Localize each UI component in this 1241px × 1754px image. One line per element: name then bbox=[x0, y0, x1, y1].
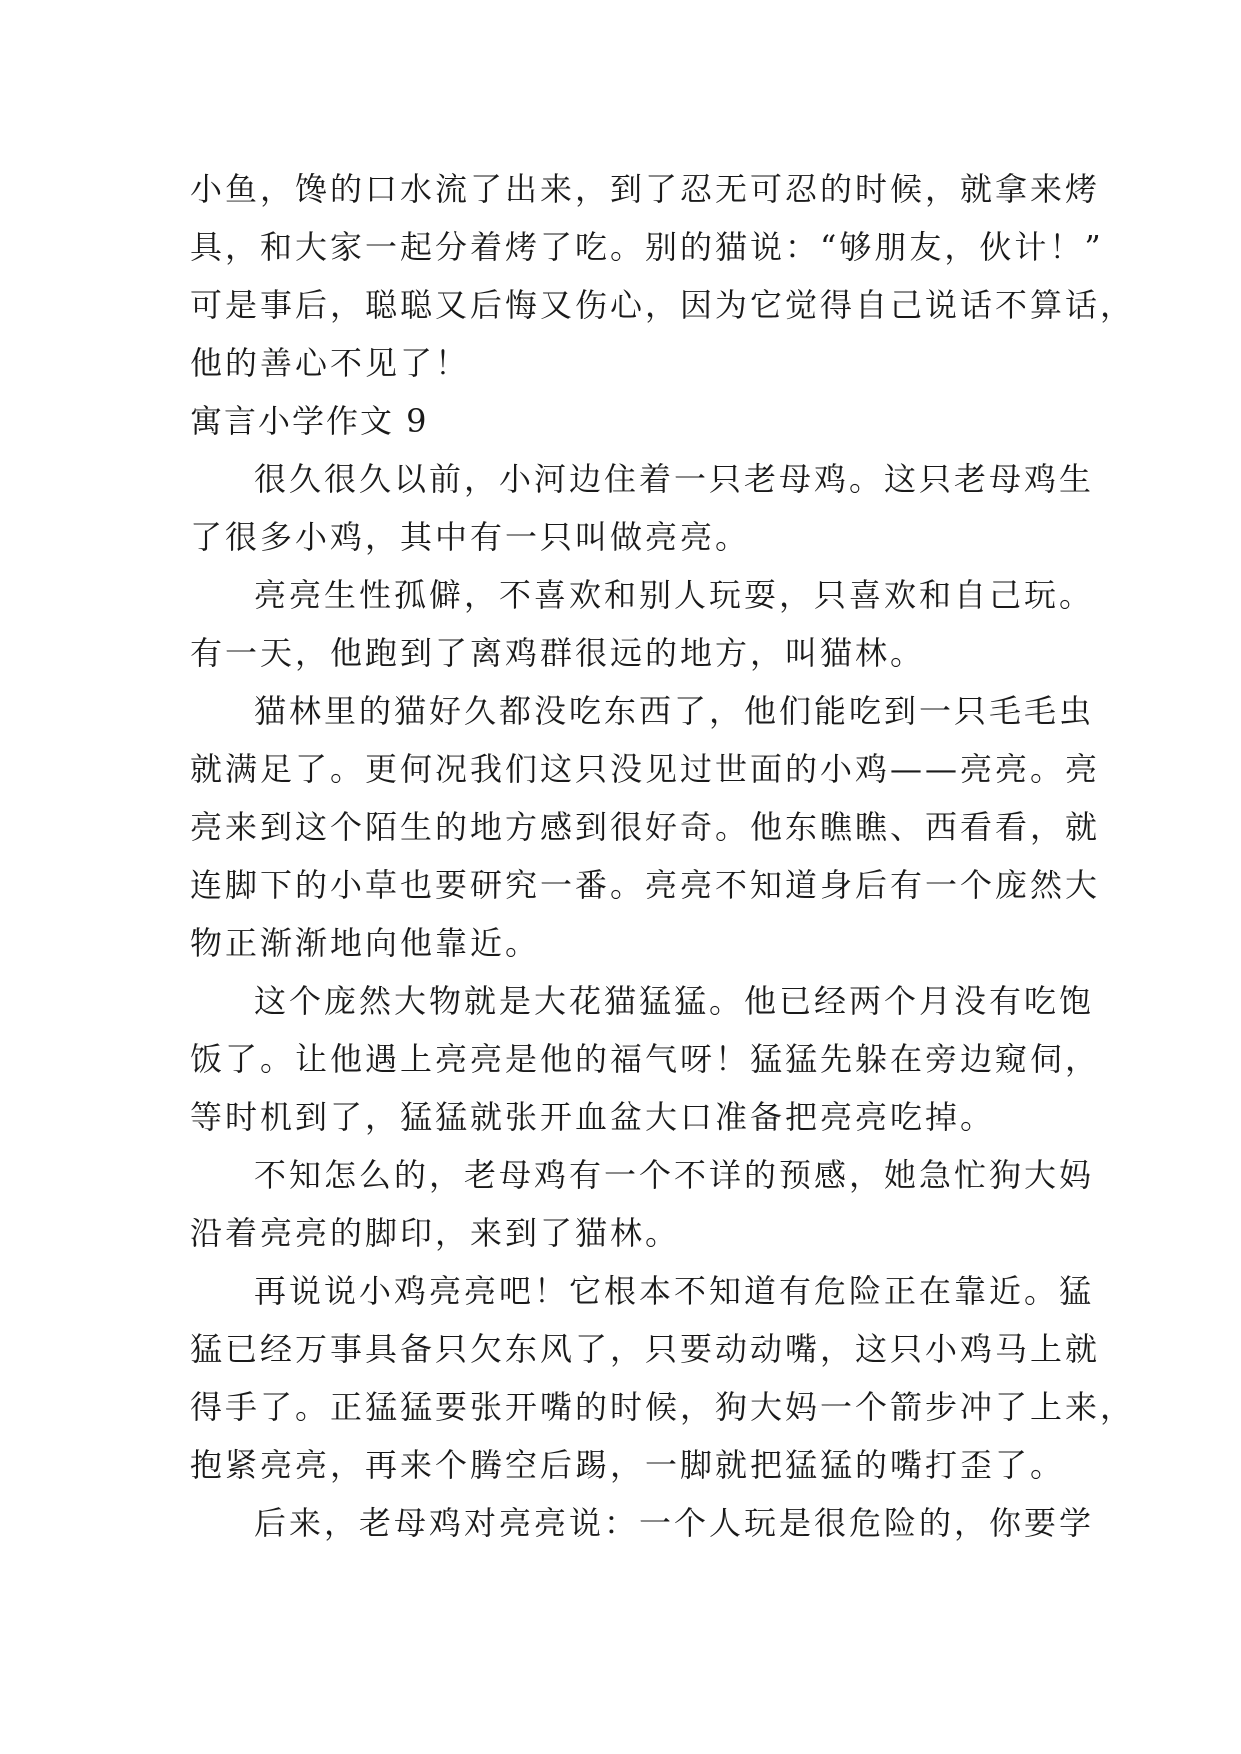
text-line: 了很多小鸡，其中有一只叫做亮亮。 bbox=[190, 518, 751, 556]
text-line: 饭了。让他遇上亮亮是他的福气呀！猛猛先躲在旁边窥伺， bbox=[190, 1040, 1101, 1078]
text-line: 猛已经万事具备只欠东风了，只要动动嘴，这只小鸡马上就 bbox=[190, 1330, 1101, 1368]
text-line: 亮来到这个陌生的地方感到很好奇。他东瞧瞧、西看看，就 bbox=[190, 808, 1101, 846]
text-line: 等时机到了，猛猛就张开血盆大口准备把亮亮吃掉。 bbox=[190, 1098, 996, 1136]
text-line: 他的善心不见了！ bbox=[190, 344, 471, 382]
text-line: 得手了。正猛猛要张开嘴的时候，狗大妈一个箭步冲了上来， bbox=[190, 1388, 1136, 1426]
text-line: 这个庞然大物就是大花猫猛猛。他已经两个月没有吃饱 bbox=[254, 982, 1095, 1020]
text-line: 连脚下的小草也要研究一番。亮亮不知道身后有一个庞然大 bbox=[190, 866, 1101, 904]
text-line: 可是事后，聪聪又后悔又伤心，因为它觉得自己说话不算话， bbox=[190, 286, 1136, 324]
text-line: 再说说小鸡亮亮吧！它根本不知道有危险正在靠近。猛 bbox=[254, 1272, 1095, 1310]
text-line: 猫林里的猫好久都没吃东西了，他们能吃到一只毛毛虫 bbox=[254, 692, 1095, 730]
text-line: 很久很久以前，小河边住着一只老母鸡。这只老母鸡生 bbox=[254, 460, 1095, 498]
section-heading: 寓言小学作文 9 bbox=[190, 402, 429, 440]
text-line: 具，和大家一起分着烤了吃。别的猫说：“够朋友，伙计！” bbox=[190, 228, 1104, 266]
text-line: 后来，老母鸡对亮亮说：一个人玩是很危险的，你要学 bbox=[254, 1504, 1095, 1542]
text-line: 小鱼，馋的口水流了出来，到了忍无可忍的时候，就拿来烤 bbox=[190, 170, 1101, 208]
text-line: 物正渐渐地向他靠近。 bbox=[190, 924, 541, 962]
text-line: 沿着亮亮的脚印，来到了猫林。 bbox=[190, 1214, 681, 1252]
text-line: 不知怎么的，老母鸡有一个不详的预感，她急忙狗大妈 bbox=[254, 1156, 1095, 1194]
text-line: 就满足了。更何况我们这只没见过世面的小鸡——亮亮。亮 bbox=[190, 750, 1101, 788]
document-body bbox=[190, 160, 1136, 1552]
text-line: 抱紧亮亮，再来个腾空后踢，一脚就把猛猛的嘴打歪了。 bbox=[190, 1446, 1066, 1484]
text-line: 有一天，他跑到了离鸡群很远的地方，叫猫林。 bbox=[190, 634, 926, 672]
text-line: 亮亮生性孤僻，不喜欢和别人玩耍，只喜欢和自己玩。 bbox=[254, 576, 1095, 614]
